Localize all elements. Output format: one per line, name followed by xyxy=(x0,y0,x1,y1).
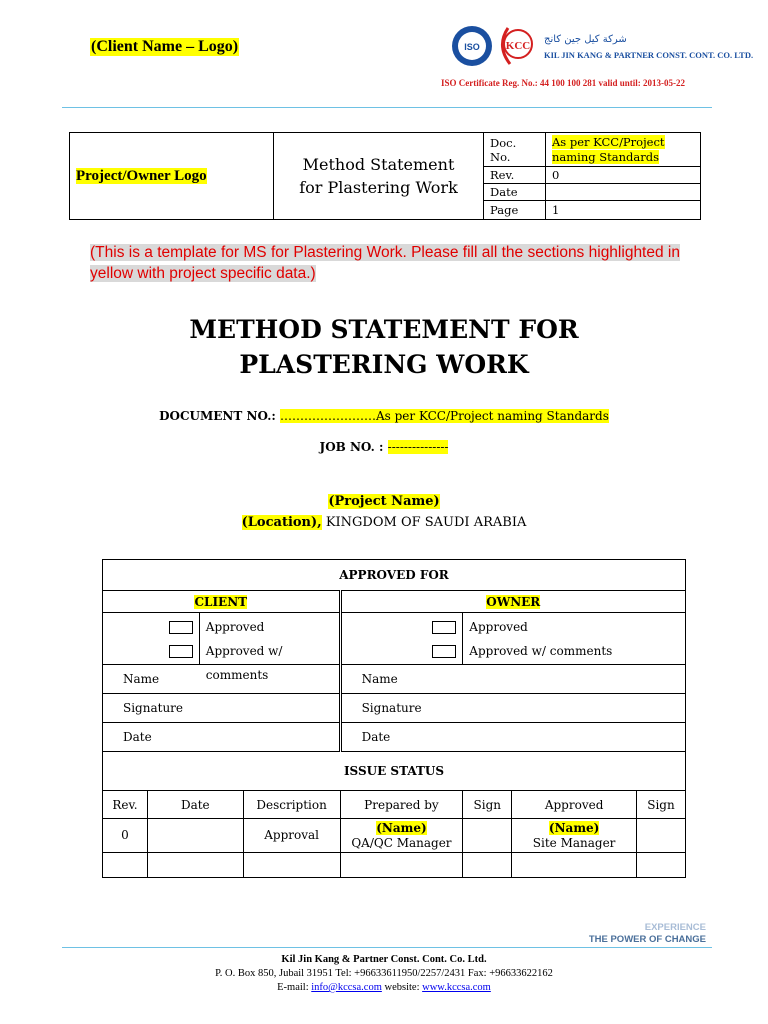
client-approved-label: Approved xyxy=(205,619,265,634)
client-approved-comments-label: Approved w/ comments xyxy=(205,643,283,682)
owner-header xyxy=(340,591,685,613)
website-link[interactable]: www.kccsa.com xyxy=(422,982,491,993)
approved-by-name: (Name) xyxy=(548,820,600,835)
owner-options xyxy=(463,613,686,665)
slogan-line2: THE POWER OF CHANGE xyxy=(588,934,706,945)
row-prepared-by xyxy=(340,819,463,853)
date-label: Date xyxy=(484,184,546,201)
owner-signature-field[interactable]: Signature xyxy=(340,694,685,723)
row-approved xyxy=(512,819,637,853)
col-prepared-by: Prepared by xyxy=(340,791,463,819)
main-title-line1: METHOD STATEMENT FOR xyxy=(189,315,579,344)
client-label: CLIENT xyxy=(194,594,248,609)
client-logo-placeholder: (Client Name – Logo) xyxy=(91,38,239,55)
kcc-abbr: KCC xyxy=(505,40,531,52)
table-row xyxy=(103,853,686,878)
issue-status-header-row xyxy=(103,791,686,819)
document-number-label: DOCUMENT NO.: xyxy=(159,409,280,423)
footer-divider xyxy=(62,947,712,948)
client-name-field[interactable]: Name xyxy=(103,665,341,694)
row-rev: 0 xyxy=(103,819,148,853)
page-label: Page xyxy=(484,201,546,220)
main-title xyxy=(0,312,768,382)
empty-cell[interactable] xyxy=(243,853,340,878)
doc-no-value: As per KCC/Project naming Standards xyxy=(552,134,665,164)
row-sign-approved[interactable] xyxy=(636,819,685,853)
owner-label: OWNER xyxy=(486,594,541,609)
empty-cell[interactable] xyxy=(636,853,685,878)
job-number xyxy=(0,440,768,454)
footer-contact xyxy=(0,981,768,995)
template-note-text: (This is a template for MS for Plastering Work. Please fill all the sections highlighted in yellow with project specific data.) xyxy=(90,244,680,282)
col-sign-approved: Sign xyxy=(636,791,685,819)
footer-address: P. O. Box 850, Jubail 31951 Tel: +96633611950/2257/2431 Fax: +96633622162 xyxy=(215,968,553,979)
slogan xyxy=(560,922,706,946)
title-line2: for Plastering Work xyxy=(299,178,458,197)
project-name xyxy=(0,494,768,509)
location-country: KINGDOM OF SAUDI ARABIA xyxy=(321,515,527,530)
doc-no-label: Doc. No. xyxy=(484,133,546,167)
location-placeholder: (Location), xyxy=(241,515,322,530)
document-title xyxy=(274,133,484,220)
client-date-field[interactable]: Date xyxy=(103,723,341,752)
project-logo-placeholder: Project/Owner Logo xyxy=(76,167,207,184)
document-number xyxy=(0,409,768,423)
client-approved-checkbox[interactable] xyxy=(169,621,193,634)
footer-company: Kil Jin Kang & Partner Const. Cont. Co. Ltd. xyxy=(281,954,487,965)
empty-cell[interactable] xyxy=(512,853,637,878)
client-header xyxy=(103,591,341,613)
approval-table xyxy=(102,559,686,878)
iso-certificate: ISO Certificate Reg. No.: 44 100 100 281 valid until: 2013-05-22 xyxy=(441,78,685,88)
owner-date-field[interactable]: Date xyxy=(340,723,685,752)
company-logo-text: KIL JIN KANG & PARTNER CONST. CONT. CO. LTD. xyxy=(544,50,754,60)
row-sign-prepared[interactable] xyxy=(463,819,512,853)
job-number-value: --------------- xyxy=(387,440,449,454)
client-checkboxes xyxy=(103,613,200,665)
approved-for-heading: APPROVED FOR xyxy=(103,560,686,591)
doc-no-value-cell xyxy=(546,133,701,167)
footer xyxy=(0,953,768,995)
header-divider xyxy=(62,107,712,108)
approved-by-title: Site Manager xyxy=(532,835,616,850)
empty-cell[interactable] xyxy=(103,853,148,878)
company-logo xyxy=(450,22,754,72)
owner-approved-label: Approved xyxy=(469,619,528,634)
website-label: website: xyxy=(381,982,423,993)
document-number-value: ……………………As per KCC/Project naming Standards xyxy=(279,409,609,423)
title-line1: Method Statement xyxy=(302,155,455,174)
owner-approved-checkbox[interactable] xyxy=(432,621,456,634)
col-date: Date xyxy=(147,791,243,819)
row-description: Approval xyxy=(243,819,340,853)
table-row xyxy=(103,819,686,853)
col-rev: Rev. xyxy=(103,791,148,819)
issue-status-heading: ISSUE STATUS xyxy=(103,752,686,791)
project-logo-cell xyxy=(70,133,274,220)
svg-text:شركة كيل جين كانج: شركة كيل جين كانج xyxy=(544,34,627,45)
email-label: E-mail: xyxy=(277,982,312,993)
owner-approved-comments-label: Approved w/ comments xyxy=(469,643,613,658)
col-sign-prepared: Sign xyxy=(463,791,512,819)
empty-cell[interactable] xyxy=(147,853,243,878)
client-approved-comments-checkbox[interactable] xyxy=(169,645,193,658)
rev-value: 0 xyxy=(546,167,701,184)
empty-cell[interactable] xyxy=(340,853,463,878)
owner-approved-comments-checkbox[interactable] xyxy=(432,645,456,658)
email-link[interactable]: info@kccsa.com xyxy=(311,982,382,993)
project-name-placeholder: (Project Name) xyxy=(328,494,440,509)
prepared-by-name: (Name) xyxy=(376,820,427,835)
slogan-line1: EXPERIENCE xyxy=(644,922,706,933)
job-number-label: JOB NO. : xyxy=(319,440,388,454)
page-value: 1 xyxy=(546,201,701,220)
main-title-line2: PLASTERING WORK xyxy=(239,350,529,379)
client-options xyxy=(199,613,340,682)
col-approved: Approved xyxy=(512,791,637,819)
template-note xyxy=(90,242,680,284)
rev-label: Rev. xyxy=(484,167,546,184)
svg-text:ISO: ISO xyxy=(464,42,480,52)
title-block xyxy=(69,132,701,220)
empty-cell[interactable] xyxy=(463,853,512,878)
row-date[interactable] xyxy=(147,819,243,853)
location xyxy=(0,515,768,530)
owner-checkboxes xyxy=(340,613,463,665)
date-value xyxy=(546,184,701,201)
col-description: Description xyxy=(243,791,340,819)
client-signature-field[interactable]: Signature xyxy=(103,694,341,723)
owner-name-field[interactable]: Name xyxy=(340,665,685,694)
prepared-by-title: QA/QC Manager xyxy=(351,835,452,850)
